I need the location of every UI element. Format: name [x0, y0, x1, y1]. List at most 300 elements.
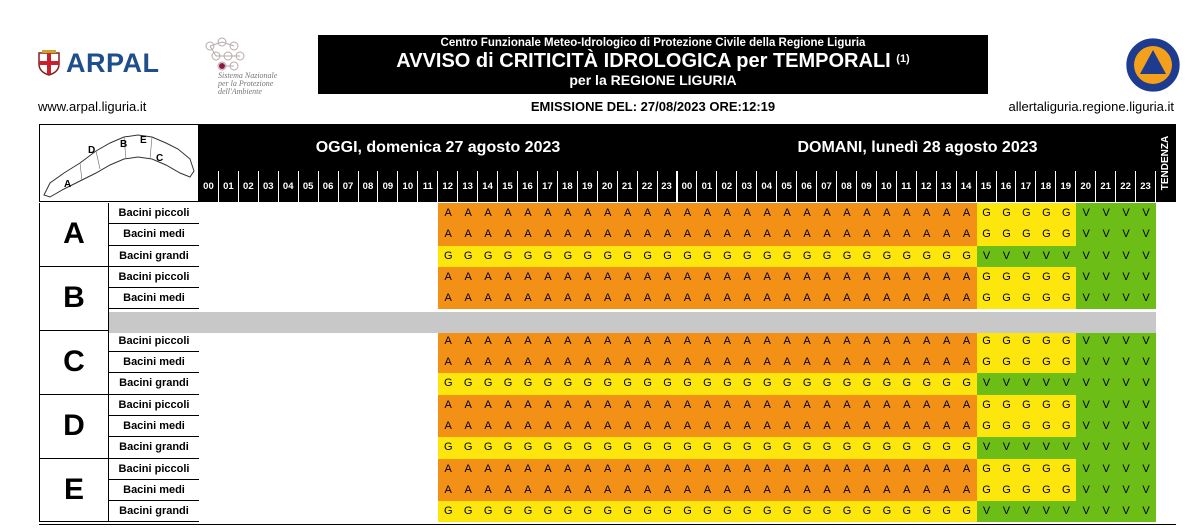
level-cell: A — [957, 480, 977, 501]
level-cell: V — [1056, 501, 1076, 522]
level-cell: A — [658, 203, 678, 224]
level-cell: A — [578, 459, 598, 480]
map-label-a: A — [64, 179, 72, 190]
level-cell: A — [498, 480, 518, 501]
level-cell: A — [518, 267, 538, 288]
level-cell: V — [1056, 437, 1076, 458]
level-cell: V — [1016, 246, 1036, 267]
level-cell: G — [977, 459, 997, 480]
level-cell: G — [697, 437, 717, 458]
level-cell: A — [877, 352, 897, 373]
level-cell: A — [877, 224, 897, 245]
level-cell: G — [977, 267, 997, 288]
level-cell — [359, 331, 379, 352]
level-cell — [279, 416, 299, 437]
level-cell: A — [558, 331, 578, 352]
level-cell: A — [817, 352, 837, 373]
level-cell — [239, 501, 259, 522]
level-cell: A — [777, 352, 797, 373]
level-cell: A — [578, 288, 598, 309]
level-cell: A — [857, 459, 877, 480]
level-cell: A — [937, 352, 957, 373]
level-cell: A — [678, 224, 698, 245]
hour-header: 10 — [877, 171, 897, 202]
level-cell: A — [658, 395, 678, 416]
level-cell: A — [777, 480, 797, 501]
level-cell: V — [1136, 501, 1156, 522]
level-cell: A — [458, 331, 478, 352]
level-cell — [339, 480, 359, 501]
level-cell: A — [897, 416, 917, 437]
level-cell: V — [1096, 331, 1116, 352]
level-cell: G — [1056, 288, 1076, 309]
level-cell — [339, 224, 359, 245]
level-cell: G — [658, 373, 678, 394]
level-cell: A — [598, 480, 618, 501]
level-cell — [279, 395, 299, 416]
level-cell: V — [1136, 288, 1156, 309]
level-cell: A — [678, 203, 698, 224]
level-cell: G — [917, 246, 937, 267]
hour-header: 09 — [857, 171, 877, 202]
level-cell: V — [997, 373, 1017, 394]
level-cell — [378, 267, 398, 288]
hour-header: 13 — [937, 171, 957, 202]
level-cell — [319, 437, 339, 458]
level-cell — [398, 246, 418, 267]
level-cell: A — [857, 331, 877, 352]
level-cell: A — [697, 267, 717, 288]
level-cell: G — [538, 437, 558, 458]
level-cell: V — [1116, 246, 1136, 267]
level-cell: A — [538, 395, 558, 416]
level-cell — [339, 288, 359, 309]
level-cell — [219, 373, 239, 394]
level-cell: G — [1056, 352, 1076, 373]
level-cell: A — [897, 395, 917, 416]
level-cell: G — [937, 373, 957, 394]
level-cell: A — [817, 416, 837, 437]
basin-label: Bacini medi — [109, 416, 199, 437]
hour-header: 04 — [757, 171, 777, 202]
level-cell: A — [658, 267, 678, 288]
level-cell — [299, 203, 319, 224]
tendency-cell — [1156, 267, 1176, 288]
level-cell — [398, 395, 418, 416]
level-cell: A — [538, 224, 558, 245]
level-cell: G — [777, 501, 797, 522]
level-cell: V — [1096, 416, 1116, 437]
basin-label: Bacini medi — [109, 288, 199, 309]
level-cell: G — [618, 437, 638, 458]
level-cell: G — [1036, 459, 1056, 480]
level-cell — [259, 288, 279, 309]
level-cell: A — [458, 267, 478, 288]
level-cell — [359, 203, 379, 224]
level-cell — [398, 203, 418, 224]
level-cell — [378, 480, 398, 501]
level-cell — [199, 246, 219, 267]
level-cell — [319, 459, 339, 480]
level-cell: A — [697, 416, 717, 437]
level-cell: G — [458, 501, 478, 522]
level-cell: A — [638, 480, 658, 501]
level-cell: A — [917, 288, 937, 309]
level-cell: A — [917, 459, 937, 480]
level-cell: G — [498, 373, 518, 394]
level-cell: A — [737, 395, 757, 416]
tendency-cell — [1156, 501, 1176, 522]
level-cell: V — [1116, 203, 1136, 224]
level-cell: A — [658, 288, 678, 309]
level-cell: G — [977, 203, 997, 224]
level-cell: A — [598, 267, 618, 288]
level-cell: A — [737, 331, 757, 352]
level-cell: A — [638, 352, 658, 373]
level-cell: A — [498, 224, 518, 245]
level-cell: A — [438, 224, 458, 245]
level-cell: A — [458, 395, 478, 416]
level-cell: A — [837, 224, 857, 245]
level-cell: V — [1116, 416, 1136, 437]
level-cell: A — [578, 224, 598, 245]
level-cell: G — [1056, 331, 1076, 352]
hour-header: 05 — [777, 171, 797, 202]
level-cell: A — [598, 288, 618, 309]
level-cell: A — [518, 331, 538, 352]
level-cell: A — [737, 416, 757, 437]
level-cell — [219, 288, 239, 309]
level-cell: A — [598, 331, 618, 352]
level-cell: A — [598, 224, 618, 245]
level-cell: V — [1096, 288, 1116, 309]
hour-header: 22 — [1116, 171, 1136, 202]
level-cell: G — [837, 373, 857, 394]
level-cell: V — [1116, 395, 1136, 416]
level-cell — [299, 224, 319, 245]
level-cell: V — [1136, 459, 1156, 480]
level-cell: A — [538, 331, 558, 352]
level-cell: A — [498, 416, 518, 437]
level-cell: G — [438, 373, 458, 394]
level-cell: A — [558, 203, 578, 224]
level-cell: A — [797, 288, 817, 309]
level-cell: G — [757, 501, 777, 522]
level-cell — [259, 501, 279, 522]
level-cell: G — [757, 373, 777, 394]
level-cell: A — [618, 267, 638, 288]
level-cell: A — [957, 416, 977, 437]
level-cell: G — [757, 437, 777, 458]
level-cell: A — [678, 395, 698, 416]
level-cell — [339, 246, 359, 267]
level-cell — [398, 501, 418, 522]
level-cell: A — [817, 331, 837, 352]
level-cell — [199, 416, 219, 437]
level-cell: G — [1036, 331, 1056, 352]
hour-header: 03 — [259, 171, 279, 202]
level-cell — [219, 437, 239, 458]
hour-header: 01 — [697, 171, 717, 202]
level-cell: V — [1076, 224, 1096, 245]
level-cell — [319, 203, 339, 224]
level-cell: A — [697, 331, 717, 352]
level-cell: A — [558, 480, 578, 501]
level-cell: A — [757, 203, 777, 224]
level-cell: A — [518, 203, 538, 224]
level-cell: A — [837, 416, 857, 437]
level-cell: A — [857, 224, 877, 245]
level-cell: A — [717, 480, 737, 501]
level-cell — [359, 246, 379, 267]
level-cell — [378, 224, 398, 245]
level-cell: A — [837, 288, 857, 309]
level-cell: V — [1116, 373, 1136, 394]
network-logo-icon — [198, 36, 258, 76]
level-cell: G — [1016, 331, 1036, 352]
level-cell: A — [757, 480, 777, 501]
hour-header: 17 — [1016, 171, 1036, 202]
hour-header: 07 — [817, 171, 837, 202]
level-cell: A — [697, 288, 717, 309]
level-cell: A — [478, 416, 498, 437]
level-cell — [219, 352, 239, 373]
level-cell: G — [897, 437, 917, 458]
level-cell: A — [917, 352, 937, 373]
level-cell: A — [478, 224, 498, 245]
level-cell: G — [1056, 224, 1076, 245]
level-cell: G — [558, 501, 578, 522]
level-cell — [199, 224, 219, 245]
level-cell: V — [1096, 246, 1116, 267]
hour-header: 21 — [1096, 171, 1116, 202]
level-cell — [279, 288, 299, 309]
level-cell: G — [558, 437, 578, 458]
level-cell — [398, 437, 418, 458]
tendency-label: TENDENZA — [1160, 135, 1171, 191]
level-cell: A — [478, 352, 498, 373]
level-cell — [259, 224, 279, 245]
level-cell: A — [897, 480, 917, 501]
level-cell: A — [438, 459, 458, 480]
level-cell: A — [618, 416, 638, 437]
level-cell: A — [578, 267, 598, 288]
level-cell: G — [498, 501, 518, 522]
tendency-cell — [1156, 288, 1176, 309]
level-cell: A — [558, 416, 578, 437]
level-cell: A — [857, 267, 877, 288]
level-cell — [279, 459, 299, 480]
level-cell — [319, 373, 339, 394]
arpal-url[interactable]: www.arpal.liguria.it — [38, 99, 147, 114]
level-cell: A — [717, 331, 737, 352]
level-cell: A — [777, 288, 797, 309]
level-cell: G — [1016, 288, 1036, 309]
level-cell: V — [1076, 288, 1096, 309]
level-cell: G — [1036, 416, 1056, 437]
hour-header: 14 — [478, 171, 498, 202]
level-cell: V — [1116, 480, 1136, 501]
level-cell: V — [1136, 352, 1156, 373]
level-cell: V — [1096, 373, 1116, 394]
level-cell — [219, 203, 239, 224]
title-line-2 — [318, 50, 988, 72]
zone-letter-a: A — [39, 203, 109, 267]
level-cell: V — [1136, 395, 1156, 416]
level-cell: G — [697, 501, 717, 522]
level-cell — [219, 459, 239, 480]
level-cell — [299, 246, 319, 267]
level-cell: A — [937, 331, 957, 352]
level-cell: G — [618, 501, 638, 522]
level-cell — [339, 395, 359, 416]
level-cell: G — [678, 501, 698, 522]
tendency-cell — [1156, 352, 1176, 373]
level-cell — [339, 459, 359, 480]
level-cell: G — [977, 331, 997, 352]
level-cell — [398, 288, 418, 309]
level-cell — [199, 288, 219, 309]
level-cell: A — [438, 331, 458, 352]
level-cell — [199, 331, 219, 352]
level-cell — [398, 224, 418, 245]
level-cell: A — [777, 224, 797, 245]
level-cell — [239, 480, 259, 501]
basin-label: Bacini piccoli — [109, 459, 199, 480]
level-cell: A — [478, 395, 498, 416]
level-cell: G — [997, 459, 1017, 480]
level-cell — [418, 480, 438, 501]
level-cell: A — [638, 416, 658, 437]
level-cell — [199, 459, 219, 480]
level-cell: V — [1116, 331, 1136, 352]
level-cell: V — [1116, 288, 1136, 309]
hour-header: 00 — [199, 171, 219, 202]
level-cell — [339, 501, 359, 522]
level-cell: G — [638, 437, 658, 458]
level-cell: G — [737, 437, 757, 458]
level-cell — [259, 459, 279, 480]
level-cell: G — [937, 246, 957, 267]
level-cell: V — [1096, 224, 1116, 245]
level-cell: A — [797, 224, 817, 245]
level-cell: A — [937, 288, 957, 309]
level-cell — [359, 267, 379, 288]
level-cell — [199, 373, 219, 394]
level-cell: A — [478, 331, 498, 352]
day-tomorrow-title: DOMANI, lunedì 28 agosto 2023 — [797, 139, 1038, 156]
level-cell: A — [877, 395, 897, 416]
level-cell: V — [1076, 203, 1096, 224]
level-cell — [378, 437, 398, 458]
level-cell — [398, 373, 418, 394]
level-cell — [339, 373, 359, 394]
level-cell: G — [1036, 267, 1056, 288]
level-cell: A — [618, 459, 638, 480]
level-cell: A — [777, 395, 797, 416]
level-cell: V — [1036, 437, 1056, 458]
level-cell — [259, 480, 279, 501]
hour-header: 19 — [1056, 171, 1076, 202]
level-cell: G — [658, 501, 678, 522]
level-cell: A — [757, 288, 777, 309]
level-cell: A — [957, 331, 977, 352]
level-cell: A — [717, 352, 737, 373]
title-box — [318, 35, 988, 94]
level-cell: V — [1136, 224, 1156, 245]
level-cell: G — [957, 437, 977, 458]
level-cell: A — [917, 203, 937, 224]
level-cell — [359, 437, 379, 458]
hour-header: 20 — [1076, 171, 1096, 202]
level-cell — [239, 203, 259, 224]
level-cell: A — [578, 416, 598, 437]
level-cell: A — [598, 352, 618, 373]
level-cell — [279, 437, 299, 458]
level-cell: A — [538, 352, 558, 373]
tendency-cell — [1156, 246, 1176, 267]
level-cell — [319, 352, 339, 373]
level-cell: G — [997, 203, 1017, 224]
level-cell: G — [598, 437, 618, 458]
level-cell: V — [1076, 501, 1096, 522]
hour-header: 08 — [359, 171, 379, 202]
level-cell: A — [837, 352, 857, 373]
level-cell: V — [1056, 373, 1076, 394]
level-cell: G — [478, 373, 498, 394]
level-cell: A — [478, 203, 498, 224]
level-cell: A — [618, 331, 638, 352]
hour-header: 15 — [977, 171, 997, 202]
level-cell: A — [737, 267, 757, 288]
level-cell: A — [737, 224, 757, 245]
level-cell: G — [977, 352, 997, 373]
level-cell: A — [658, 480, 678, 501]
level-cell — [279, 331, 299, 352]
level-cell: G — [977, 416, 997, 437]
level-cell: A — [678, 480, 698, 501]
allerta-url[interactable]: allertaliguria.regione.liguria.it — [1008, 99, 1174, 114]
level-cell: G — [678, 246, 698, 267]
level-cell: G — [478, 501, 498, 522]
level-cell: G — [458, 373, 478, 394]
level-cell — [239, 459, 259, 480]
level-cell: G — [538, 246, 558, 267]
level-cell: A — [957, 352, 977, 373]
basin-label: Bacini piccoli — [109, 203, 199, 224]
hour-header: 02 — [239, 171, 259, 202]
level-cell: G — [977, 288, 997, 309]
level-cell — [239, 288, 259, 309]
map-label-e: E — [140, 135, 147, 146]
zone-letter-e: E — [39, 459, 109, 523]
level-cell: A — [717, 288, 737, 309]
level-cell — [359, 395, 379, 416]
level-cell — [239, 246, 259, 267]
level-cell: G — [757, 246, 777, 267]
level-cell: A — [837, 395, 857, 416]
level-cell: A — [578, 203, 598, 224]
level-cell: A — [817, 395, 837, 416]
level-cell: G — [997, 331, 1017, 352]
level-cell: G — [817, 246, 837, 267]
level-cell: A — [498, 459, 518, 480]
level-cell — [398, 416, 418, 437]
level-cell: A — [817, 288, 837, 309]
level-cell: A — [877, 288, 897, 309]
level-cell: G — [817, 501, 837, 522]
level-cell: G — [717, 373, 737, 394]
